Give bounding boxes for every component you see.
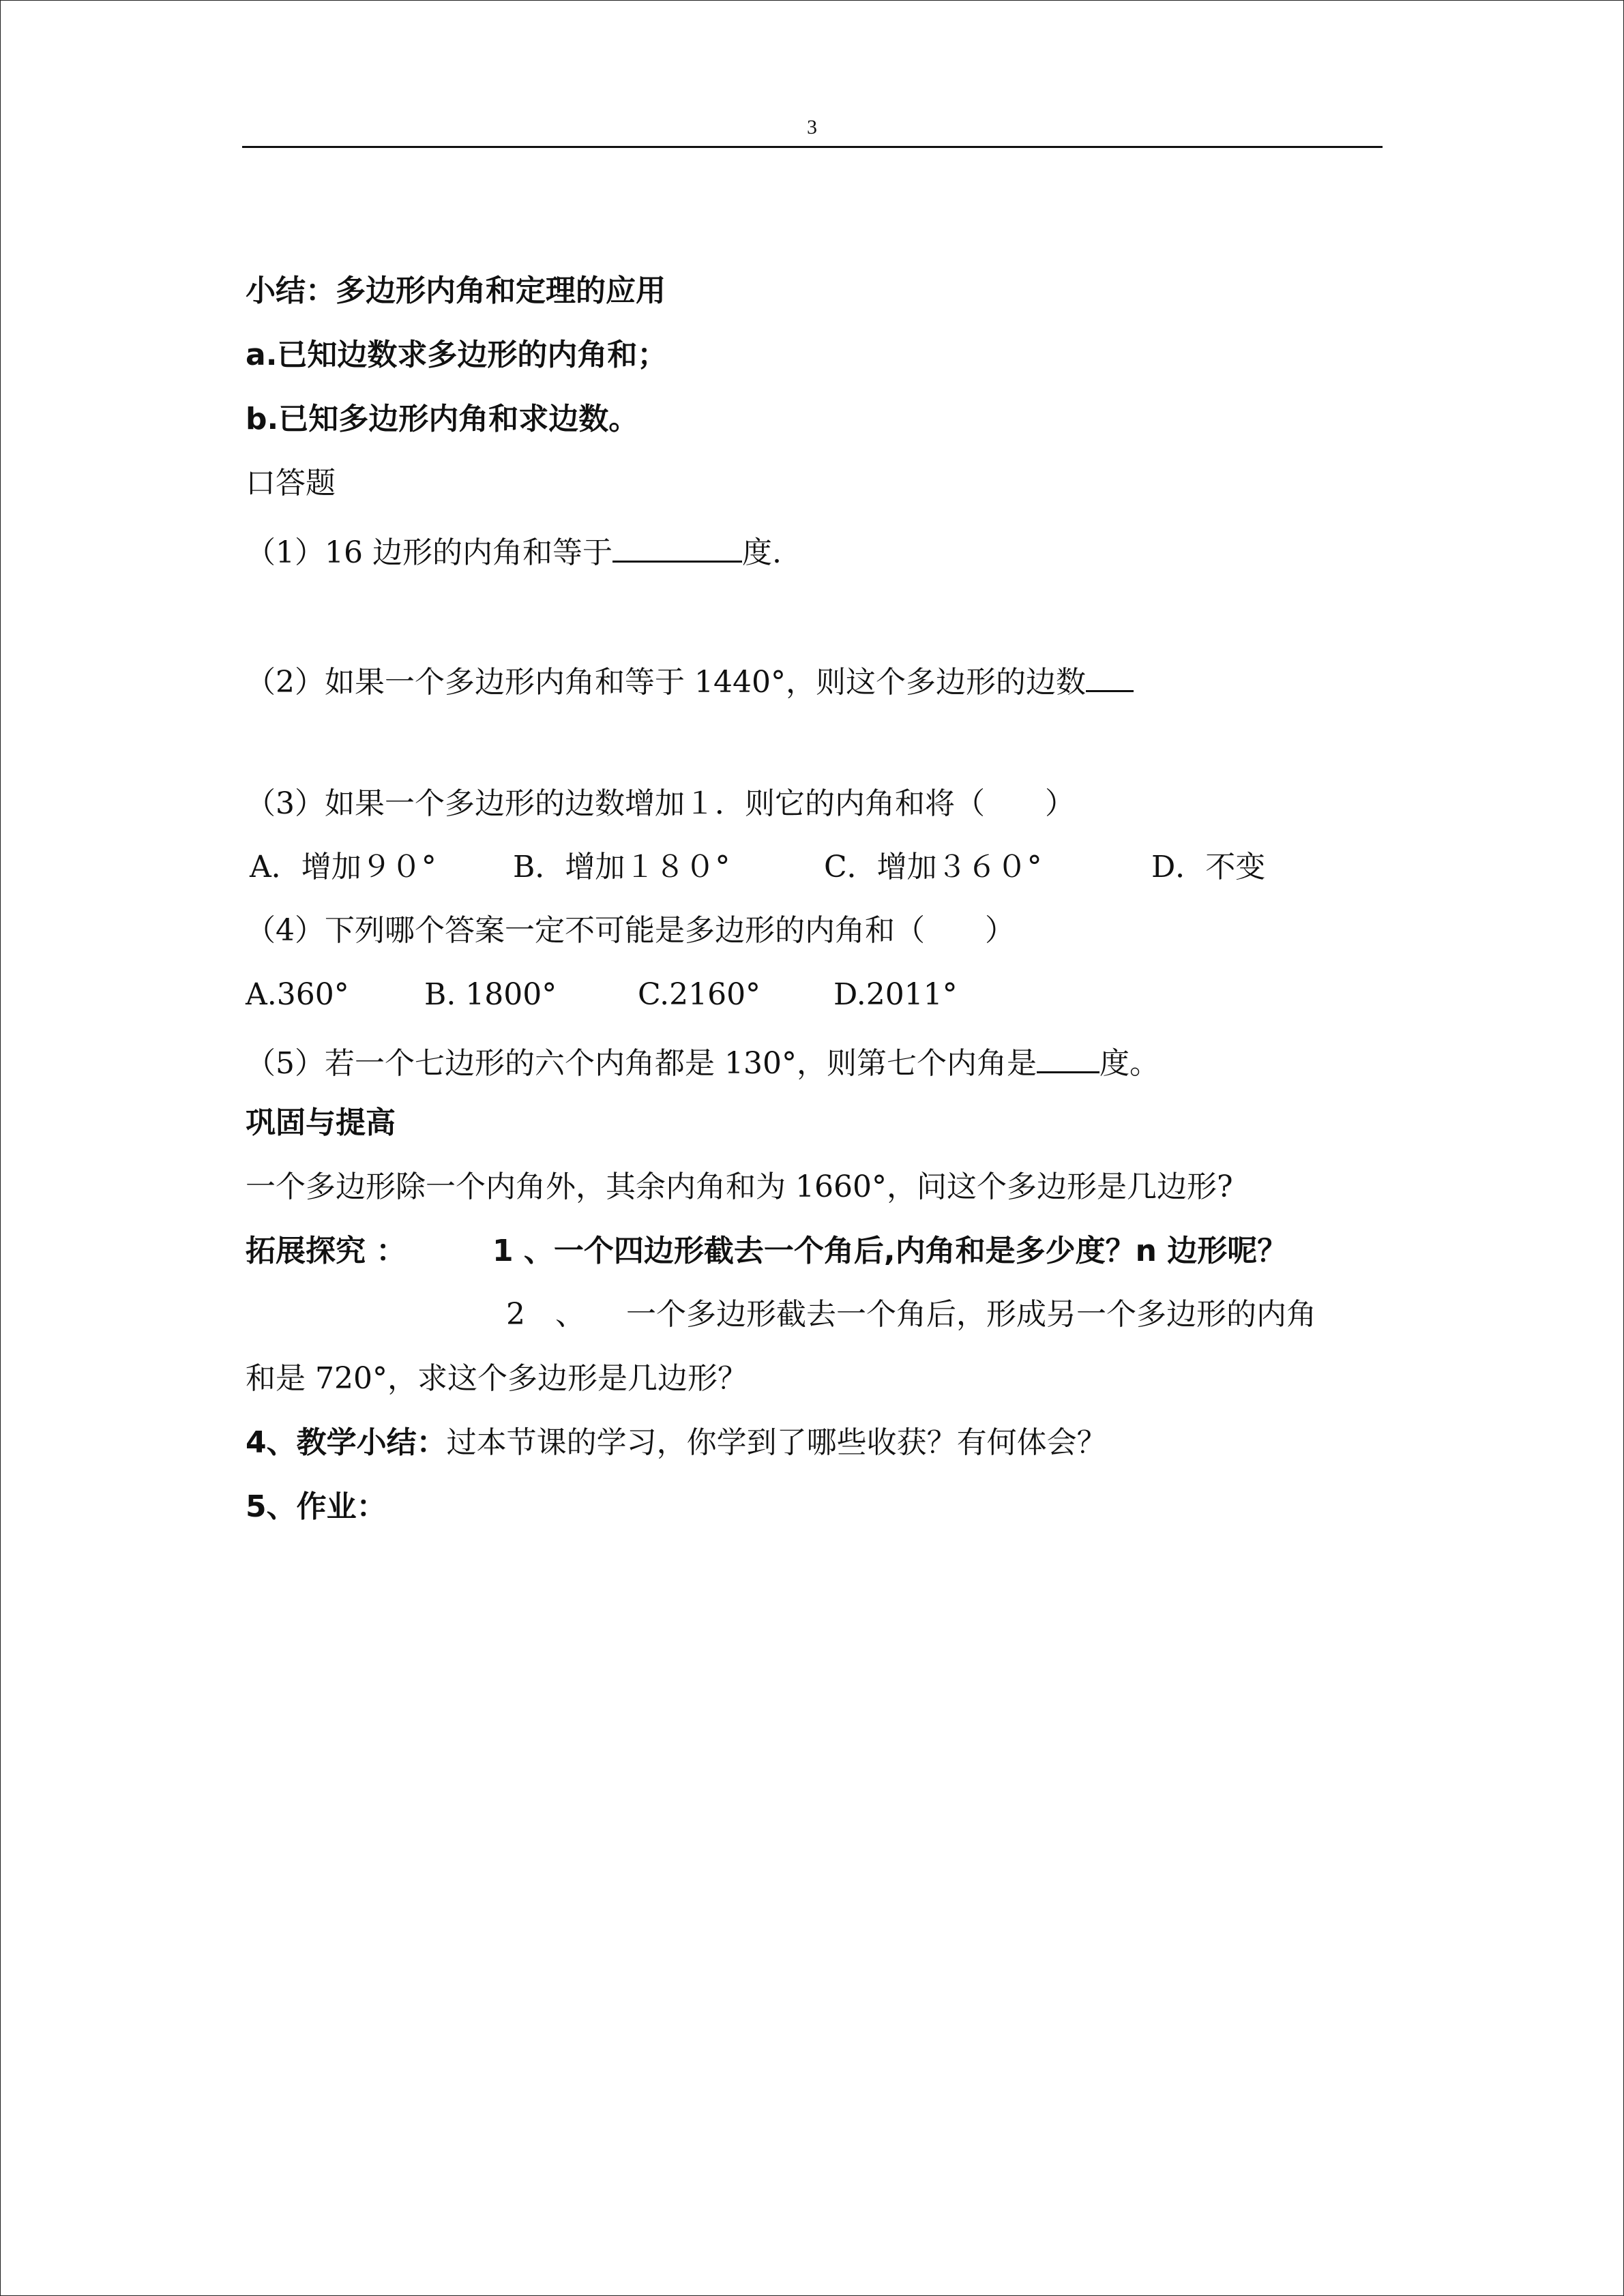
answer-blank-1[interactable] xyxy=(612,533,742,563)
extend-item-2-continued: 和是 720°，求这个多边形是几边形？ xyxy=(246,1361,748,1396)
q3-option-d[interactable]: D．不变 xyxy=(1151,850,1266,884)
question-2 xyxy=(246,663,1134,698)
answer-blank-5[interactable] xyxy=(1037,1044,1099,1073)
oral-heading: 口答题 xyxy=(246,466,336,501)
question-5 xyxy=(246,1044,1160,1079)
header-rule xyxy=(242,146,1383,148)
summary-point-b: b.已知多边形内角和求边数。 xyxy=(246,402,639,436)
summary-title: 小结：多边形内角和定理的应用 xyxy=(246,273,666,308)
question-5-suffix: 度。 xyxy=(1099,1046,1160,1081)
question-4-options xyxy=(0,977,1624,1014)
extend-item-2-text: 一个多边形截去一个角后，形成另一个多边形的内角 xyxy=(626,1297,1316,1332)
q4-option-a[interactable]: A.360° xyxy=(246,977,349,1012)
q4-option-c[interactable]: C.2160° xyxy=(638,977,761,1012)
summary-point-a: a.已知边数求多边形的内角和； xyxy=(246,338,668,372)
teaching-summary-label: 4、教学小结： xyxy=(246,1425,447,1460)
q4-option-b[interactable]: B. 1800° xyxy=(424,977,557,1012)
teaching-summary-text: 过本节课的学习，你学到了哪些收获？有何体会？ xyxy=(446,1425,1107,1460)
question-2-text: （2）如果一个多边形内角和等于 1440°，则这个多边形的边数 xyxy=(246,665,1086,700)
consolidate-text: 一个多边形除一个内角外，其余内角和为 1660°，问这个多边形是几边形? xyxy=(246,1169,1233,1204)
question-5-text: （5）若一个七边形的六个内角都是 130°，则第七个内角是 xyxy=(246,1046,1037,1081)
question-3: （3）如果一个多边形的边数增加１．则它的内角和将（ ） xyxy=(246,786,1075,821)
question-1-suffix: 度. xyxy=(741,535,782,570)
question-3-options xyxy=(0,852,1624,886)
q3-option-b[interactable]: B．增加１８０° xyxy=(513,850,730,884)
teaching-summary xyxy=(246,1425,1107,1460)
consolidate-heading: 巩固与提高 xyxy=(246,1105,396,1140)
page-number: 3 xyxy=(807,116,817,138)
extend-item-2-number: 2 、 xyxy=(506,1297,585,1332)
question-1 xyxy=(246,533,782,568)
q3-option-a[interactable]: A．增加９０° xyxy=(250,850,437,884)
extend-item-1: 1 、一个四边形截去一个角后,内角和是多少度？n 边形呢？ xyxy=(492,1234,1288,1268)
homework-label: 5、作业： xyxy=(246,1489,387,1524)
question-1-text: （1）16 边形的内角和等于 xyxy=(246,535,612,570)
answer-blank-2[interactable] xyxy=(1086,663,1134,692)
extend-label: 拓展探究 ： xyxy=(246,1234,407,1268)
q3-option-c[interactable]: C．增加３６０° xyxy=(824,850,1042,884)
q4-option-d[interactable]: D.2011° xyxy=(833,977,958,1012)
question-4: （4）下列哪个答案一定不可能是多边形的内角和（ ） xyxy=(246,913,1015,948)
